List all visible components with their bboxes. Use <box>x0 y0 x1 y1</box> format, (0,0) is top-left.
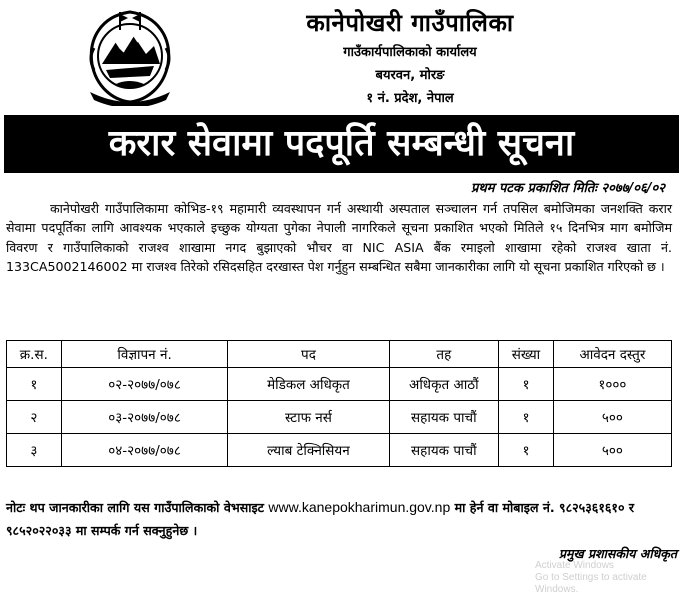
cell-post: मेडिकल अधिकृत <box>228 368 389 401</box>
cell-fee: ५०० <box>553 434 671 467</box>
cell-ad-number: ०४-२०७७/०७८ <box>61 434 228 467</box>
cell-serial: २ <box>7 401 62 434</box>
contact-note <box>6 496 672 542</box>
cell-serial: १ <box>7 368 62 401</box>
header-level: तह <box>389 341 499 368</box>
cell-ad-number: ०२-२०७७/०७८ <box>61 368 228 401</box>
table-row <box>7 368 672 401</box>
cell-level: सहायक पाचौं <box>389 401 499 434</box>
note-text-end: मा हेर्न वा मोबाइल नं. ९८२५३६१६१० र ९८५२०२२०३३ मा सम्पर्क गर्न सक्नुहुनेछ । <box>6 500 635 538</box>
notice-title-banner: करार सेवामा पदपूर्ति सम्बन्धी सूचना <box>4 115 679 173</box>
cell-post: ल्याब टेक्निसियन <box>228 434 389 467</box>
publication-date: प्रथम पटक प्रकाशित मितिः २०७७/०६/०२ <box>471 181 665 196</box>
table-row <box>7 401 672 434</box>
table-header-row <box>7 341 672 368</box>
note-text-start: नोटः थप जानकारीका लागि यस गाउँपालिकाको वेभसाइट <box>6 500 264 515</box>
notice-body: कानेपोखरी गाउँपालिकामा कोभिड-१९ महामारी व्यवस्थापन गर्न अस्थायी अस्पताल सञ्चालन गर्न तपसिल बमोजिमका जनशक्ति करार सेवामा पदपूर्तिका लागि आवश्यक भएकाले इच्छुक योग्यता पुगेका नेपाली नागरिकले सूचना प्रकाशित भएको मितिले १५ दिनभित्र माग बमोजिम विवरण र गाउँपालिकाको राजश्व शाखामा नगद बुझाएको भौचर वा NIC ASIA बैंक रमाइलो शाखामा रहेको राजश्व खाता नं. 133CA5002146002 मा राजश्व तिरेको रसिदसहित दरखास्त पेश गर्नुहुन सम्बन्धित सबैमा जानकारीका लागि यो सूचना प्रकाशित गरिएको छ । <box>6 201 672 275</box>
header-post: पद <box>228 341 389 368</box>
nepal-emblem-logo <box>84 8 176 106</box>
office-name: गाउँकार्यपालिकाको कार्यालय <box>343 45 477 60</box>
cell-fee: ५०० <box>553 401 671 434</box>
cell-count: १ <box>499 401 554 434</box>
municipality-name: कानेपोखरी गाउँपालिका <box>306 9 514 37</box>
watermark-line-1: Activate Windows <box>535 560 614 571</box>
website-url: www.kanepokharimun.gov.np <box>268 499 451 515</box>
header-fee: आवेदन दस्तुर <box>553 341 671 368</box>
signatory-title: प्रमुख प्रशासकीय अधिकृत <box>558 546 677 561</box>
watermark-line-2: Go to Settings to activate Windows. <box>535 572 647 595</box>
header-count: संख्या <box>499 341 554 368</box>
office-location: बयरवन, मोरङ <box>375 68 445 83</box>
header-serial: क्र.स. <box>7 341 62 368</box>
cell-count: १ <box>499 434 554 467</box>
cell-count: १ <box>499 368 554 401</box>
cell-ad-number: ०३-२०७७/०७८ <box>61 401 228 434</box>
cell-serial: ३ <box>7 434 62 467</box>
cell-level: अधिकृत आठौं <box>389 368 499 401</box>
office-province: १ नं. प्रदेश, नेपाल <box>366 91 454 106</box>
activation-watermark <box>535 560 683 596</box>
vacancy-table <box>6 340 672 467</box>
cell-post: स्टाफ नर्स <box>228 401 389 434</box>
cell-fee: १००० <box>553 368 671 401</box>
cell-level: सहायक पाचौं <box>389 434 499 467</box>
table-row <box>7 434 672 467</box>
header-ad-number: विज्ञापन नं. <box>61 341 228 368</box>
